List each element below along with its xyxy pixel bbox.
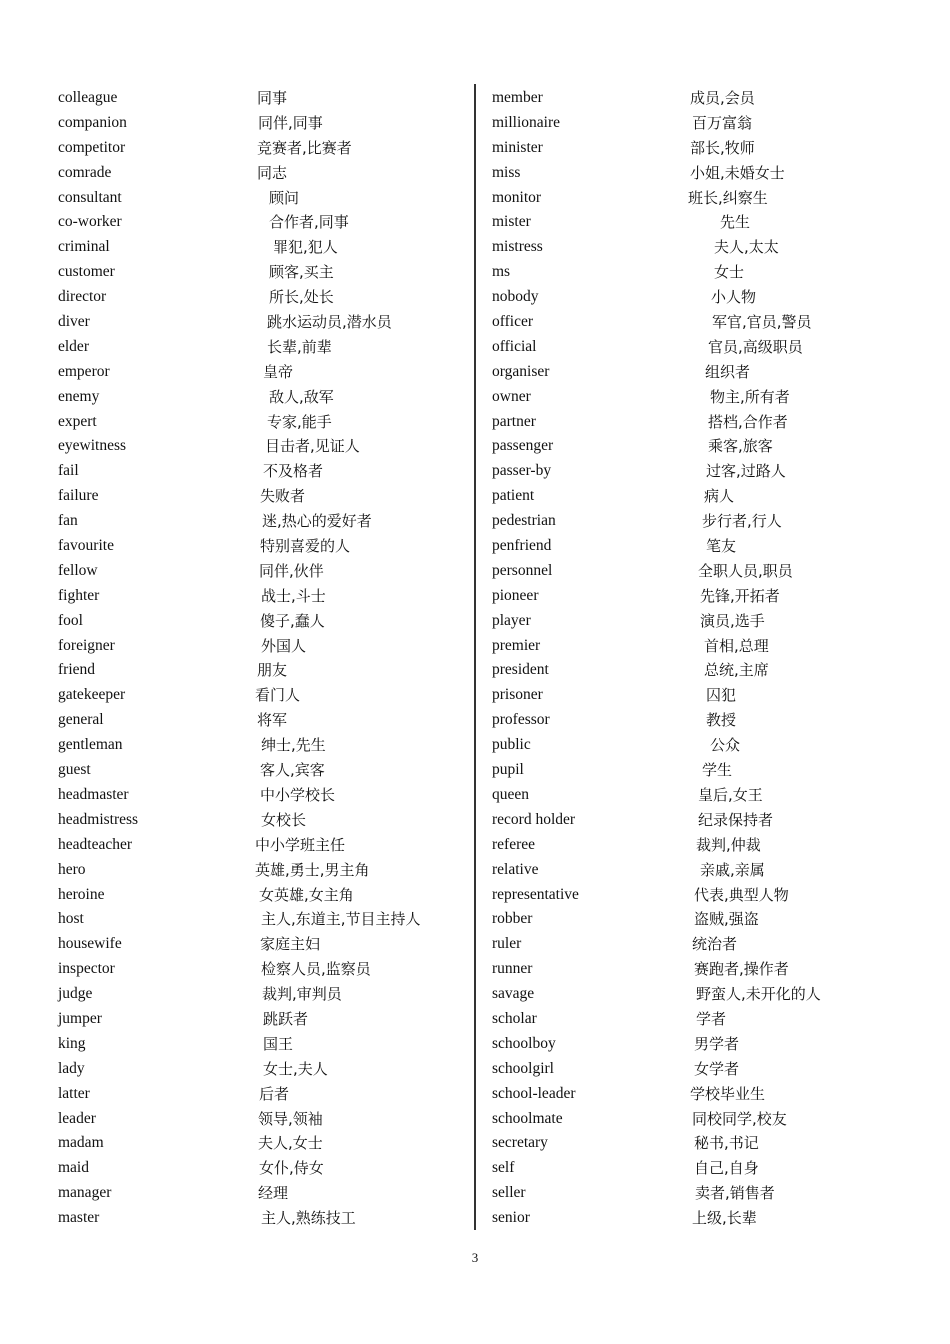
- chinese-meaning: 搭档,合作者: [708, 412, 788, 431]
- vocab-entry: [58, 833, 458, 858]
- vocab-entry: [58, 883, 458, 908]
- english-word: expert: [58, 412, 97, 430]
- english-word: schoolgirl: [492, 1059, 554, 1077]
- chinese-meaning: 检察人员,监察员: [261, 960, 371, 979]
- chinese-meaning: 部长,牧师: [690, 138, 755, 157]
- english-word: ruler: [492, 935, 522, 953]
- vocab-entry: [492, 1082, 912, 1107]
- chinese-meaning: 裁判,仲裁: [696, 835, 761, 854]
- english-word: madam: [58, 1134, 104, 1152]
- vocab-entry: [58, 1107, 458, 1132]
- vocab-entry: [492, 410, 912, 435]
- english-word: official: [492, 337, 537, 355]
- vocab-entry: [58, 932, 458, 957]
- english-word: owner: [492, 387, 531, 405]
- english-word: hero: [58, 860, 86, 878]
- chinese-meaning: 班长,纠察生: [688, 188, 768, 207]
- english-word: runner: [492, 960, 533, 978]
- chinese-meaning: 绅士,先生: [261, 736, 326, 755]
- chinese-meaning: 统治者: [692, 935, 738, 954]
- english-word: director: [58, 288, 107, 306]
- vocab-entry: [58, 136, 458, 161]
- english-word: gentleman: [58, 736, 123, 754]
- vocab-entry: [58, 111, 458, 136]
- chinese-meaning: 组织者: [705, 362, 751, 381]
- english-word: diver: [58, 313, 90, 331]
- vocab-entry: [58, 584, 458, 609]
- vocab-entry: [58, 808, 458, 833]
- english-word: schoolboy: [492, 1034, 556, 1052]
- chinese-meaning: 罪犯,犯人: [273, 238, 338, 257]
- english-word: eyewitness: [58, 437, 127, 455]
- vocab-entry: [492, 683, 912, 708]
- vocab-entry: [492, 260, 912, 285]
- english-word: housewife: [58, 935, 122, 953]
- english-word: personnel: [492, 561, 553, 579]
- chinese-meaning: 主人,东道主,节目主持人: [261, 910, 421, 929]
- vocab-entry: [492, 609, 912, 634]
- english-word: relative: [492, 860, 539, 878]
- vocab-entry: [58, 957, 458, 982]
- english-word: latter: [58, 1084, 90, 1102]
- english-word: leader: [58, 1109, 96, 1127]
- vocab-entry: [492, 982, 912, 1007]
- vocab-entry: [492, 957, 912, 982]
- vocab-entry: [58, 186, 458, 211]
- vocab-entry: [58, 410, 458, 435]
- vocab-entry: [492, 86, 912, 111]
- english-word: customer: [58, 263, 115, 281]
- vocab-entry: [492, 833, 912, 858]
- chinese-meaning: 公众: [710, 736, 741, 755]
- vocab-entry: [492, 858, 912, 883]
- chinese-meaning: 自己,自身: [694, 1159, 759, 1178]
- chinese-meaning: 女士,夫人: [263, 1059, 328, 1078]
- chinese-meaning: 跳跃者: [263, 1009, 309, 1028]
- english-word: colleague: [58, 89, 118, 106]
- english-word: passenger: [492, 437, 554, 455]
- vocab-entry: [58, 285, 458, 310]
- english-word: patient: [492, 487, 535, 505]
- chinese-meaning: 经理: [258, 1184, 289, 1203]
- english-word: seller: [492, 1184, 526, 1202]
- english-word: king: [58, 1034, 86, 1052]
- chinese-meaning: 百万富翁: [692, 113, 753, 132]
- chinese-meaning: 先生: [720, 213, 751, 232]
- vocab-entry: [58, 385, 458, 410]
- chinese-meaning: 首相,总理: [704, 636, 769, 655]
- english-word: member: [492, 89, 543, 106]
- vocab-entry: [58, 1131, 458, 1156]
- english-word: fool: [58, 611, 83, 629]
- chinese-meaning: 看门人: [255, 686, 301, 705]
- vocab-entry: [58, 484, 458, 509]
- vocab-entry: [492, 1156, 912, 1181]
- vocab-entry: [492, 808, 912, 833]
- chinese-meaning: 女仆,侍女: [259, 1159, 324, 1178]
- chinese-meaning: 顾客,买主: [269, 263, 334, 282]
- english-word: representative: [492, 885, 579, 903]
- english-word: general: [58, 711, 104, 729]
- vocab-entry: [58, 559, 458, 584]
- chinese-meaning: 笔友: [706, 537, 737, 556]
- english-word: referee: [492, 835, 536, 853]
- vocab-entry: [492, 136, 912, 161]
- chinese-meaning: 代表,典型人物: [694, 885, 789, 904]
- english-word: savage: [492, 985, 535, 1003]
- vocab-entry: [492, 484, 912, 509]
- english-word: self: [492, 1159, 515, 1177]
- chinese-meaning: 朋友: [257, 661, 288, 680]
- vocab-entry: [58, 210, 458, 235]
- chinese-meaning: 将军: [257, 711, 288, 730]
- chinese-meaning: 物主,所有者: [710, 387, 790, 406]
- vocab-entry: [58, 982, 458, 1007]
- english-word: headmistress: [58, 810, 139, 828]
- vocab-entry: [58, 1007, 458, 1032]
- vocab-entry: [58, 1181, 458, 1206]
- english-word: officer: [492, 313, 534, 331]
- vocab-entry: [492, 1107, 912, 1132]
- chinese-meaning: 学校毕业生: [690, 1084, 766, 1103]
- english-word: companion: [58, 113, 127, 131]
- english-word: school-leader: [492, 1084, 576, 1102]
- chinese-meaning: 总统,主席: [704, 661, 769, 680]
- chinese-meaning: 跳水运动员,潜水员: [267, 313, 392, 332]
- english-word: enemy: [58, 387, 100, 405]
- vocab-entry: [58, 534, 458, 559]
- chinese-meaning: 傻子,蠢人: [260, 611, 325, 630]
- vocab-entry: [492, 658, 912, 683]
- chinese-meaning: 特别喜爱的人: [260, 537, 351, 556]
- chinese-meaning: 赛跑者,操作者: [694, 960, 789, 979]
- chinese-meaning: 专家,能手: [267, 412, 332, 431]
- vocab-entry: [58, 310, 458, 335]
- english-word: senior: [492, 1209, 530, 1227]
- chinese-meaning: 客人,宾客: [260, 761, 325, 780]
- chinese-meaning: 不及格者: [263, 462, 324, 481]
- english-word: failure: [58, 487, 99, 505]
- chinese-meaning: 秘书,书记: [694, 1134, 759, 1153]
- chinese-meaning: 合作者,同事: [269, 213, 349, 232]
- chinese-meaning: 全职人员,职员: [698, 561, 793, 580]
- chinese-meaning: 官员,高级职员: [708, 337, 803, 356]
- vocab-entry: [58, 1032, 458, 1057]
- english-word: judge: [58, 985, 93, 1003]
- chinese-meaning: 竞赛者,比赛者: [257, 138, 352, 157]
- chinese-meaning: 女英雄,女主角: [259, 885, 354, 904]
- vocab-entry: [492, 459, 912, 484]
- english-word: queen: [492, 785, 530, 803]
- english-word: partner: [492, 412, 536, 430]
- chinese-meaning: 小人物: [711, 288, 757, 307]
- column-divider: [474, 84, 476, 1230]
- english-word: premier: [492, 636, 541, 654]
- chinese-meaning: 小姐,未婚女士: [690, 163, 785, 182]
- vocab-entry: [58, 634, 458, 659]
- vocab-entry: [58, 683, 458, 708]
- english-word: host: [58, 910, 84, 928]
- english-word: record holder: [492, 810, 576, 828]
- chinese-meaning: 卖者,销售者: [695, 1184, 775, 1203]
- chinese-meaning: 领导,领袖: [258, 1109, 323, 1128]
- chinese-meaning: 主人,熟练技工: [261, 1209, 356, 1228]
- chinese-meaning: 演员,选手: [700, 611, 765, 630]
- vocab-entry: [492, 584, 912, 609]
- chinese-meaning: 盗贼,强盗: [694, 910, 759, 929]
- english-word: prisoner: [492, 686, 543, 704]
- chinese-meaning: 迷,热心的爱好者: [262, 512, 372, 531]
- vocab-entry: [492, 210, 912, 235]
- vocab-entry: [492, 360, 912, 385]
- english-word: emperor: [58, 362, 110, 380]
- english-word: minister: [492, 138, 543, 156]
- english-word: mister: [492, 213, 531, 231]
- english-word: millionaire: [492, 113, 561, 131]
- english-word: pupil: [492, 761, 524, 779]
- chinese-meaning: 学生: [702, 761, 733, 780]
- english-word: fighter: [58, 586, 100, 604]
- english-word: competitor: [58, 138, 126, 156]
- chinese-meaning: 女士: [714, 263, 745, 282]
- vocab-entry: [58, 783, 458, 808]
- vocab-entry: [58, 609, 458, 634]
- vocab-entry: [492, 1057, 912, 1082]
- chinese-meaning: 夫人,女士: [258, 1134, 323, 1153]
- english-word: heroine: [58, 885, 105, 903]
- english-word: elder: [58, 337, 89, 355]
- english-word: criminal: [58, 238, 110, 256]
- chinese-meaning: 皇后,女王: [698, 785, 763, 804]
- english-word: guest: [58, 761, 91, 779]
- chinese-meaning: 先锋,开拓者: [700, 586, 780, 605]
- chinese-meaning: 裁判,审判员: [262, 985, 342, 1004]
- chinese-meaning: 同伴,同事: [258, 113, 323, 132]
- chinese-meaning: 夫人,太太: [714, 238, 779, 257]
- chinese-meaning: 野蛮人,未开化的人: [696, 985, 821, 1004]
- vocab-entry: [58, 459, 458, 484]
- chinese-meaning: 失败者: [260, 487, 306, 506]
- english-word: pedestrian: [492, 512, 556, 530]
- chinese-meaning: 乘客,旅客: [708, 437, 773, 456]
- vocab-entry: [492, 733, 912, 758]
- chinese-meaning: 中小学班主任: [255, 835, 346, 854]
- english-word: penfriend: [492, 537, 552, 555]
- english-word: jumper: [58, 1009, 102, 1027]
- vocab-entry: [58, 907, 458, 932]
- english-word: headteacher: [58, 835, 132, 853]
- vocab-entry: [58, 1082, 458, 1107]
- chinese-meaning: 同志: [257, 163, 288, 182]
- chinese-meaning: 纪录保持者: [698, 810, 774, 829]
- english-word: ms: [492, 263, 511, 281]
- vocab-entry: [492, 335, 912, 360]
- english-word: fan: [58, 512, 78, 530]
- chinese-meaning: 顾问: [269, 188, 300, 207]
- vocab-entry: [492, 758, 912, 783]
- chinese-meaning: 外国人: [261, 636, 307, 655]
- english-word: secretary: [492, 1134, 548, 1152]
- chinese-meaning: 长辈,前辈: [267, 337, 332, 356]
- chinese-meaning: 成员,会员: [690, 89, 755, 107]
- vocab-entry: [492, 1131, 912, 1156]
- vocab-entry: [492, 111, 912, 136]
- chinese-meaning: 女校长: [261, 810, 307, 829]
- vocab-entry: [58, 733, 458, 758]
- english-word: maid: [58, 1159, 89, 1177]
- chinese-meaning: 囚犯: [706, 686, 737, 705]
- vocab-entry: [58, 1156, 458, 1181]
- vocab-entry: [492, 907, 912, 932]
- english-word: miss: [492, 163, 521, 181]
- chinese-meaning: 男学者: [694, 1034, 740, 1053]
- chinese-meaning: 病人: [704, 487, 735, 506]
- chinese-meaning: 上级,长辈: [692, 1209, 757, 1228]
- chinese-meaning: 学者: [696, 1009, 727, 1028]
- chinese-meaning: 军官,官员,警员: [712, 313, 812, 332]
- vocab-entry: [58, 1057, 458, 1082]
- vocab-entry: [492, 932, 912, 957]
- vocab-entry: [492, 161, 912, 186]
- chinese-meaning: 敌人,敌军: [269, 387, 334, 406]
- vocab-entry: [492, 883, 912, 908]
- chinese-meaning: 同伴,伙伴: [259, 561, 324, 580]
- chinese-meaning: 中小学校长: [260, 785, 336, 804]
- vocab-entry: [492, 509, 912, 534]
- english-word: fail: [58, 462, 79, 480]
- english-word: robber: [492, 910, 533, 928]
- english-word: manager: [58, 1184, 112, 1202]
- chinese-meaning: 英雄,勇士,男主角: [255, 860, 370, 879]
- english-word: favourite: [58, 537, 114, 555]
- english-word: public: [492, 736, 531, 754]
- vocab-entry: [58, 335, 458, 360]
- right-column-vocabulary: [492, 86, 912, 1231]
- vocab-entry: [492, 1206, 912, 1231]
- english-word: president: [492, 661, 549, 679]
- chinese-meaning: 过客,过路人: [706, 462, 786, 481]
- vocab-entry: [58, 86, 458, 111]
- vocab-entry: [58, 1206, 458, 1231]
- page-number: 3: [471, 1250, 479, 1265]
- english-word: co-worker: [58, 213, 122, 231]
- vocab-entry: [492, 285, 912, 310]
- chinese-meaning: 皇帝: [263, 362, 294, 381]
- chinese-meaning: 女学者: [694, 1059, 740, 1078]
- english-word: headmaster: [58, 785, 129, 803]
- vocab-entry: [492, 310, 912, 335]
- english-word: gatekeeper: [58, 686, 126, 704]
- vocab-entry: [58, 235, 458, 260]
- chinese-meaning: 亲戚,亲属: [700, 860, 765, 879]
- vocab-entry: [58, 434, 458, 459]
- vocab-entry: [492, 783, 912, 808]
- english-word: lady: [58, 1059, 85, 1077]
- vocab-entry: [492, 1181, 912, 1206]
- english-word: master: [58, 1209, 100, 1227]
- english-word: organiser: [492, 362, 550, 380]
- vocab-entry: [58, 161, 458, 186]
- vocab-entry: [58, 758, 458, 783]
- vocab-entry: [492, 634, 912, 659]
- vocab-entry: [492, 186, 912, 211]
- english-word: fellow: [58, 561, 98, 579]
- vocab-entry: [492, 235, 912, 260]
- english-word: monitor: [492, 188, 542, 206]
- chinese-meaning: 战士,斗士: [261, 586, 326, 605]
- chinese-meaning: 所长,处长: [269, 288, 334, 307]
- english-word: foreigner: [58, 636, 115, 654]
- chinese-meaning: 国王: [263, 1034, 294, 1053]
- english-word: nobody: [492, 288, 539, 306]
- english-word: pioneer: [492, 586, 539, 604]
- english-word: schoolmate: [492, 1109, 563, 1127]
- vocab-entry: [58, 858, 458, 883]
- chinese-meaning: 目击者,见证人: [265, 437, 360, 456]
- vocab-entry: [58, 658, 458, 683]
- vocab-entry: [58, 708, 458, 733]
- english-word: passer-by: [492, 462, 552, 480]
- left-column-vocabulary: [58, 86, 458, 1231]
- vocab-entry: [58, 260, 458, 285]
- vocab-entry: [58, 509, 458, 534]
- vocab-entry: [492, 1007, 912, 1032]
- english-word: mistress: [492, 238, 543, 256]
- chinese-meaning: 后者: [259, 1084, 290, 1103]
- chinese-meaning: 同事: [257, 89, 288, 107]
- chinese-meaning: 家庭主妇: [260, 935, 321, 954]
- vocab-entry: [492, 708, 912, 733]
- english-word: scholar: [492, 1009, 537, 1027]
- chinese-meaning: 同校同学,校友: [692, 1109, 787, 1128]
- english-word: professor: [492, 711, 550, 729]
- english-word: friend: [58, 661, 96, 679]
- vocab-entry: [492, 434, 912, 459]
- chinese-meaning: 步行者,行人: [702, 512, 782, 531]
- english-word: player: [492, 611, 531, 629]
- vocab-entry: [492, 1032, 912, 1057]
- vocab-entry: [492, 385, 912, 410]
- english-word: inspector: [58, 960, 115, 978]
- chinese-meaning: 教授: [706, 711, 737, 730]
- english-word: consultant: [58, 188, 122, 206]
- english-word: comrade: [58, 163, 112, 181]
- vocab-entry: [492, 534, 912, 559]
- vocab-entry: [58, 360, 458, 385]
- vocab-entry: [492, 559, 912, 584]
